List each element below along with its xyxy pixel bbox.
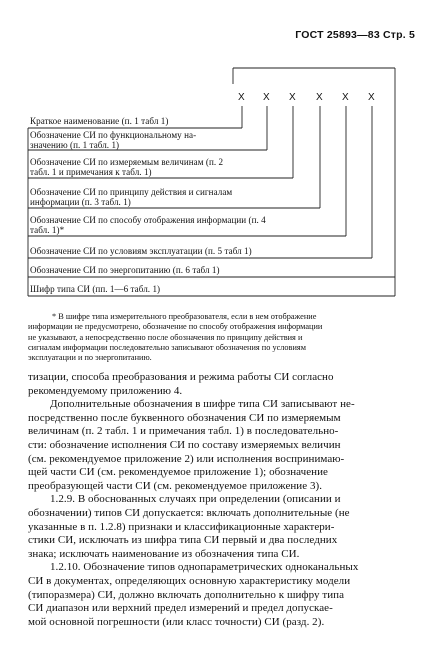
code-position-mark: Х bbox=[289, 92, 296, 103]
code-position-mark: Х bbox=[238, 92, 245, 103]
diagram-label-display-method-cont: табл. 1)* bbox=[30, 225, 65, 235]
paragraph-additional-designations bbox=[28, 398, 421, 493]
text-line: 1.2.10. Обозначение типов однопараметрических одноканальных bbox=[50, 561, 359, 574]
diagram-label-short-name: Краткое наименование (п. 1 табл 1) bbox=[30, 116, 169, 126]
footnote-line: сигналам информации последовательно записывают обозначения по условиям bbox=[28, 342, 306, 352]
code-position-mark: Х bbox=[342, 92, 349, 103]
code-position-mark: Х bbox=[368, 92, 375, 103]
text-line: 1.2.9. В обоснованных случаях при определении (описании и bbox=[50, 493, 341, 506]
diagram-label-measured-quantities: Обозначение СИ по измеряемым величинам (п. 2 bbox=[30, 157, 224, 167]
footnote-line: не указывают, а непосредственно после обозначения по принципу действия и bbox=[28, 332, 303, 342]
footnote bbox=[28, 312, 418, 363]
text-line: СИ в документах, определяющих основную характеристику модели bbox=[28, 574, 351, 587]
text-line: обозначении) типов СИ допускается: включать дополнительные (не bbox=[28, 506, 350, 519]
text-line: преобразующей части СИ (см. рекомендуемое приложение 3). bbox=[28, 479, 323, 492]
text-line: посредственно после буквенного обозначения СИ по измеряемым bbox=[28, 411, 341, 424]
body-text bbox=[28, 371, 421, 629]
footnote-line: эксплуатации и по энергопитанию. bbox=[28, 353, 152, 363]
diagram-label-display-method: Обозначение СИ по способу отображения информации (п. 4 bbox=[30, 215, 266, 225]
diagram-label-functional-cont: значению (п. 1 табл. 1) bbox=[30, 140, 120, 150]
text-line: рекомендуемому приложению 4. bbox=[28, 384, 183, 397]
text-line: Дополнительные обозначения в шифре типа СИ записывают не- bbox=[50, 398, 355, 411]
type-code-diagram bbox=[0, 0, 435, 300]
text-line: сти: обозначение исполнения СИ по составу измеряемых величин bbox=[28, 438, 341, 451]
paragraph-1-2-10 bbox=[28, 561, 421, 629]
footnote-line: информации не предусмотрено, обозначение по способу отображения информации bbox=[28, 322, 323, 332]
text-line: стики СИ, исключать из шифра типа СИ первый и два последних bbox=[28, 534, 338, 547]
diagram-label-operating-principle: Обозначение СИ по принципу действия и сигналам bbox=[30, 187, 233, 197]
text-line: мой основной погрешности (или класс точности) СИ (разд. 2). bbox=[28, 615, 325, 628]
text-line: величинам (п. 2 табл. 1 и примечания табл. 1) в последовательно- bbox=[28, 425, 339, 438]
diagram-label-power-supply: Обозначение СИ по энергопитанию (п. 6 табл 1) bbox=[30, 265, 220, 275]
text-line: указанные в п. 1.2.8) признаки и классификационные характери- bbox=[28, 520, 335, 533]
text-line: СИ диапазон или верхний предел измерений и предел допускае- bbox=[28, 602, 333, 615]
footnote-line: * В шифре типа измерительного преобразователя, если в нем отображение bbox=[52, 312, 317, 321]
code-position-mark: Х bbox=[316, 92, 323, 103]
page-header: ГОСТ 25893—83 Стр. 5 bbox=[295, 29, 415, 41]
diagram-label-measured-quantities-cont: табл. 1 и примечания к табл. 1) bbox=[30, 167, 152, 177]
paragraph-1-2-9 bbox=[28, 493, 421, 561]
text-line: знака; исключать наименование из обозначения типа СИ. bbox=[28, 547, 300, 560]
text-line: щей части СИ (см. рекомендуемое приложение 1); обозначение bbox=[28, 466, 328, 479]
diagram-label-operating-principle-cont: информации (п. 3 табл. 1) bbox=[30, 197, 131, 207]
text-line: тизации, способа преобразования и режима работы СИ согласно bbox=[28, 371, 334, 383]
text-line: (см. рекомендуемое приложение 2) или исполнения воспринимаю- bbox=[28, 452, 345, 465]
diagram-label-functional: Обозначение СИ по функциональному на- bbox=[30, 130, 197, 140]
code-position-mark: Х bbox=[263, 92, 270, 103]
text-line: (типоразмера) СИ, должно включать дополнительно к шифру типа bbox=[28, 588, 345, 601]
diagram-label-type-code: Шифр типа СИ (пп. 1—6 табл. 1) bbox=[30, 284, 161, 294]
diagram-label-operating-conditions: Обозначение СИ по условиям эксплуатации (п. 5 табл 1) bbox=[30, 246, 252, 256]
paragraph-continuation bbox=[28, 371, 421, 398]
